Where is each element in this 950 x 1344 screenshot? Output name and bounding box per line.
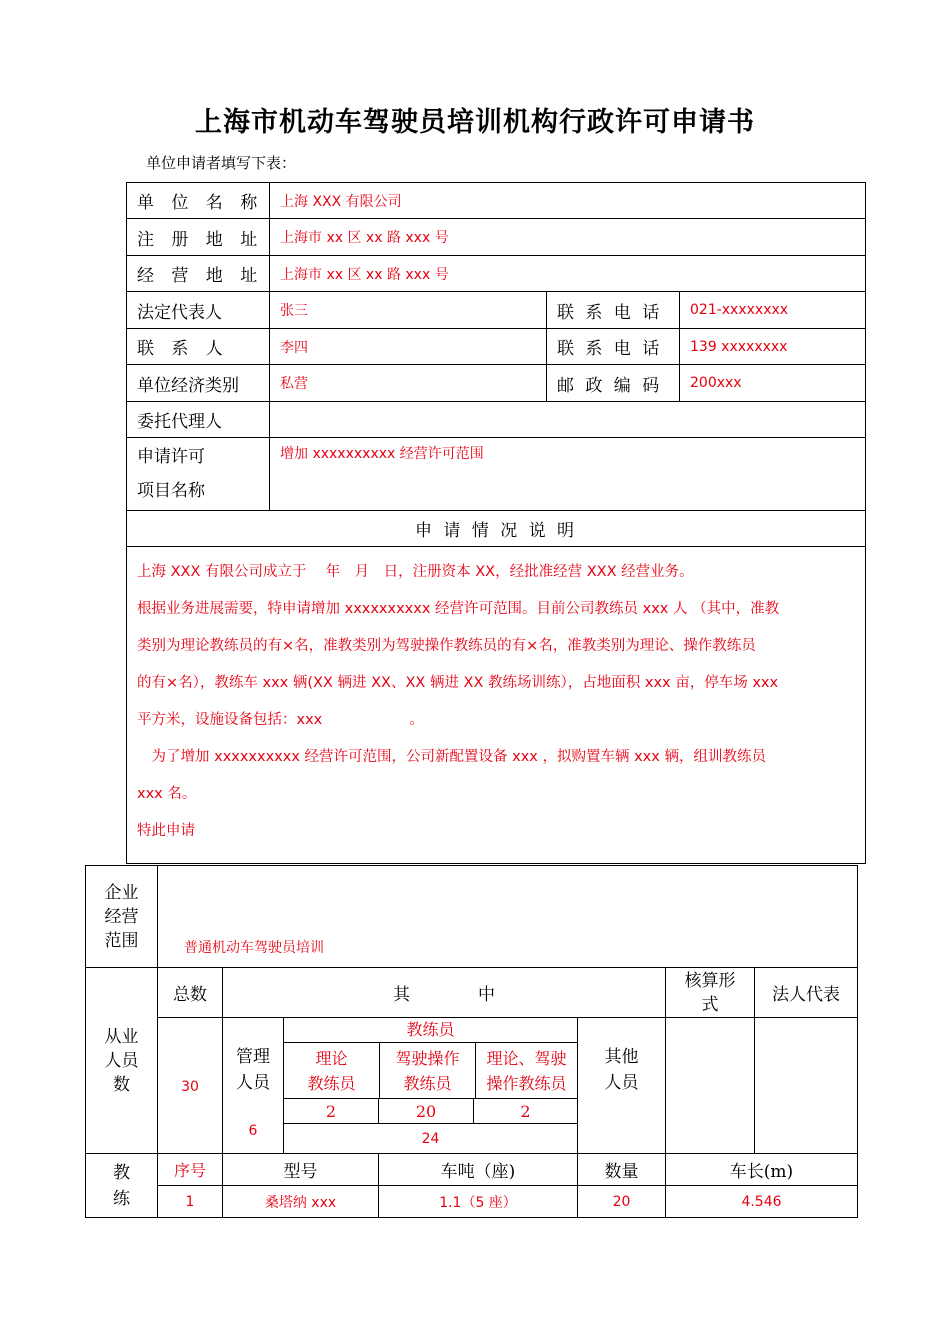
desc-line: xxx 名。 [137, 786, 197, 802]
scope-label-line1: 企业 [104, 882, 139, 903]
reg-addr-label: 注 册 地 址 [127, 219, 270, 256]
desc-line: 根据业务进展需要，特申请增加 xxxxxxxxxx 经营许可范围。目前公司教练员 xxx 人 （其中，准教 [137, 601, 780, 617]
econ-type-label: 单位经济类别 [127, 365, 270, 402]
seq-label: 序号 [158, 1154, 223, 1186]
driving-label-line1: 驾驶操作 [395, 1049, 460, 1068]
total-value[interactable]: 30 [181, 1078, 199, 1095]
desc-line: 上海 XXX 有限公司成立于 年 月 日，注册资本 XX，经批准经营 XXX 经营业务。 [137, 564, 694, 580]
coach-label: 教练员 [284, 1018, 577, 1043]
item-label-line1: 申请许可 [137, 447, 205, 467]
postcode-value[interactable]: 200xxx [680, 365, 866, 402]
row1-tonnage[interactable]: 1.1（5 座） [379, 1186, 578, 1218]
both-value[interactable]: 2 [474, 1099, 578, 1124]
phone2-value[interactable]: 139 xxxxxxxx [680, 329, 866, 365]
contact-value[interactable]: 李四 [270, 329, 547, 365]
row1-length[interactable]: 4.546 [666, 1186, 858, 1218]
desc-line: 平方米，设施设备包括：xxx 。 [137, 712, 424, 728]
row1-seq[interactable]: 1 [158, 1186, 223, 1218]
applicant-info-table [126, 182, 866, 864]
unit-name-label: 单 位 名 称 [127, 183, 270, 219]
op-addr-label: 经 营 地 址 [127, 256, 270, 292]
phone1-value[interactable]: 021-xxxxxxxx [680, 292, 866, 329]
accounting-value[interactable] [666, 1018, 755, 1154]
unit-name-value[interactable]: 上海 XXX 有限公司 [270, 183, 866, 219]
total-label: 总数 [158, 968, 223, 1018]
row1-model[interactable]: 桑塔纳 xxx [223, 1186, 379, 1218]
other-label-line2: 人员 [604, 1073, 639, 1093]
scope-label-line3: 范围 [104, 930, 139, 951]
vehicle-label-line2: 练 [113, 1188, 130, 1209]
theory-label-line2: 教练员 [307, 1074, 356, 1093]
other-label-line1: 其他 [604, 1047, 639, 1067]
phone-label: 联 系 电 话 [547, 292, 680, 329]
phone-label-2: 联 系 电 话 [547, 329, 680, 365]
contact-label: 联 系 人 [127, 329, 270, 365]
length-label: 车长(m) [666, 1154, 858, 1186]
mgmt-label-line2: 人员 [236, 1073, 270, 1093]
desc-line: 特此申请 [137, 823, 195, 839]
staff-label-line2: 人员 [104, 1050, 139, 1071]
mgmt-label-line1: 管理 [236, 1047, 270, 1067]
staff-vehicle-table [85, 865, 858, 1218]
agent-value[interactable] [270, 402, 866, 438]
reg-addr-value[interactable]: 上海市 xx 区 xx 路 xxx 号 [270, 219, 866, 256]
theory-value[interactable]: 2 [284, 1099, 379, 1124]
desc-line: 的有×名），教练车 xxx 辆(XX 辆进 XX、XX 辆进 XX 教练场训练），占地面积 xxx 亩，停车场 xxx [137, 675, 779, 691]
legal-rep-value[interactable]: 张三 [270, 292, 547, 329]
item-label-line2: 项目名称 [137, 481, 205, 501]
page-title: 上海市机动车驾驶员培训机构行政许可申请书 [195, 107, 755, 138]
scope-label-line2: 经营 [104, 906, 139, 927]
accounting-label-line1: 核算形 [684, 970, 736, 991]
driving-label-line2: 教练员 [403, 1074, 452, 1093]
vehicle-label-line1: 教 [113, 1162, 130, 1183]
among-label: 其 中 [223, 968, 666, 1018]
econ-type-value[interactable]: 私营 [270, 365, 547, 402]
legal-rep-label: 法定代表人 [127, 292, 270, 329]
qty-label: 数量 [578, 1154, 666, 1186]
staff-label-line1: 从业 [104, 1026, 139, 1047]
form-instruction: 单位申请者填写下表： [146, 154, 297, 172]
op-addr-value[interactable]: 上海市 xx 区 xx 路 xxx 号 [270, 256, 866, 292]
agent-label: 委托代理人 [127, 402, 270, 438]
desc-line: 类别为理论教练员的有×名，准教类别为驾驶操作教练员的有×名，准教类别为理论、操作教练员 [137, 638, 756, 654]
desc-line: 为了增加 xxxxxxxxxx 经营许可范围，公司新配置设备 xxx ，拟购置车辆 xxx 辆，组训教练员 [137, 749, 766, 765]
situation-header: 申 请 情 况 说 明 [127, 511, 866, 547]
staff-label-line3: 数 [113, 1074, 130, 1095]
both-label-line2: 操作教练员 [486, 1074, 567, 1093]
legal-rep-value-2[interactable] [755, 1018, 858, 1154]
scope-value[interactable]: 普通机动车驾驶员培训 [184, 940, 324, 956]
coach-total[interactable]: 24 [284, 1124, 578, 1154]
row1-qty[interactable]: 20 [578, 1186, 666, 1218]
situation-description[interactable] [127, 547, 866, 864]
tonnage-label: 车吨（座) [379, 1154, 578, 1186]
both-label-line1: 理论、驾驶 [486, 1049, 567, 1068]
theory-label-line1: 理论 [315, 1049, 348, 1068]
model-label: 型号 [223, 1154, 379, 1186]
mgmt-value[interactable]: 6 [248, 1123, 258, 1139]
legal-rep-label-2: 法人代表 [755, 968, 858, 1018]
postcode-label: 邮 政 编 码 [547, 365, 680, 402]
driving-value[interactable]: 20 [379, 1099, 474, 1124]
item-name-value[interactable]: 增加 xxxxxxxxxx 经营许可范围 [270, 438, 866, 511]
accounting-label-line2: 式 [701, 994, 719, 1015]
